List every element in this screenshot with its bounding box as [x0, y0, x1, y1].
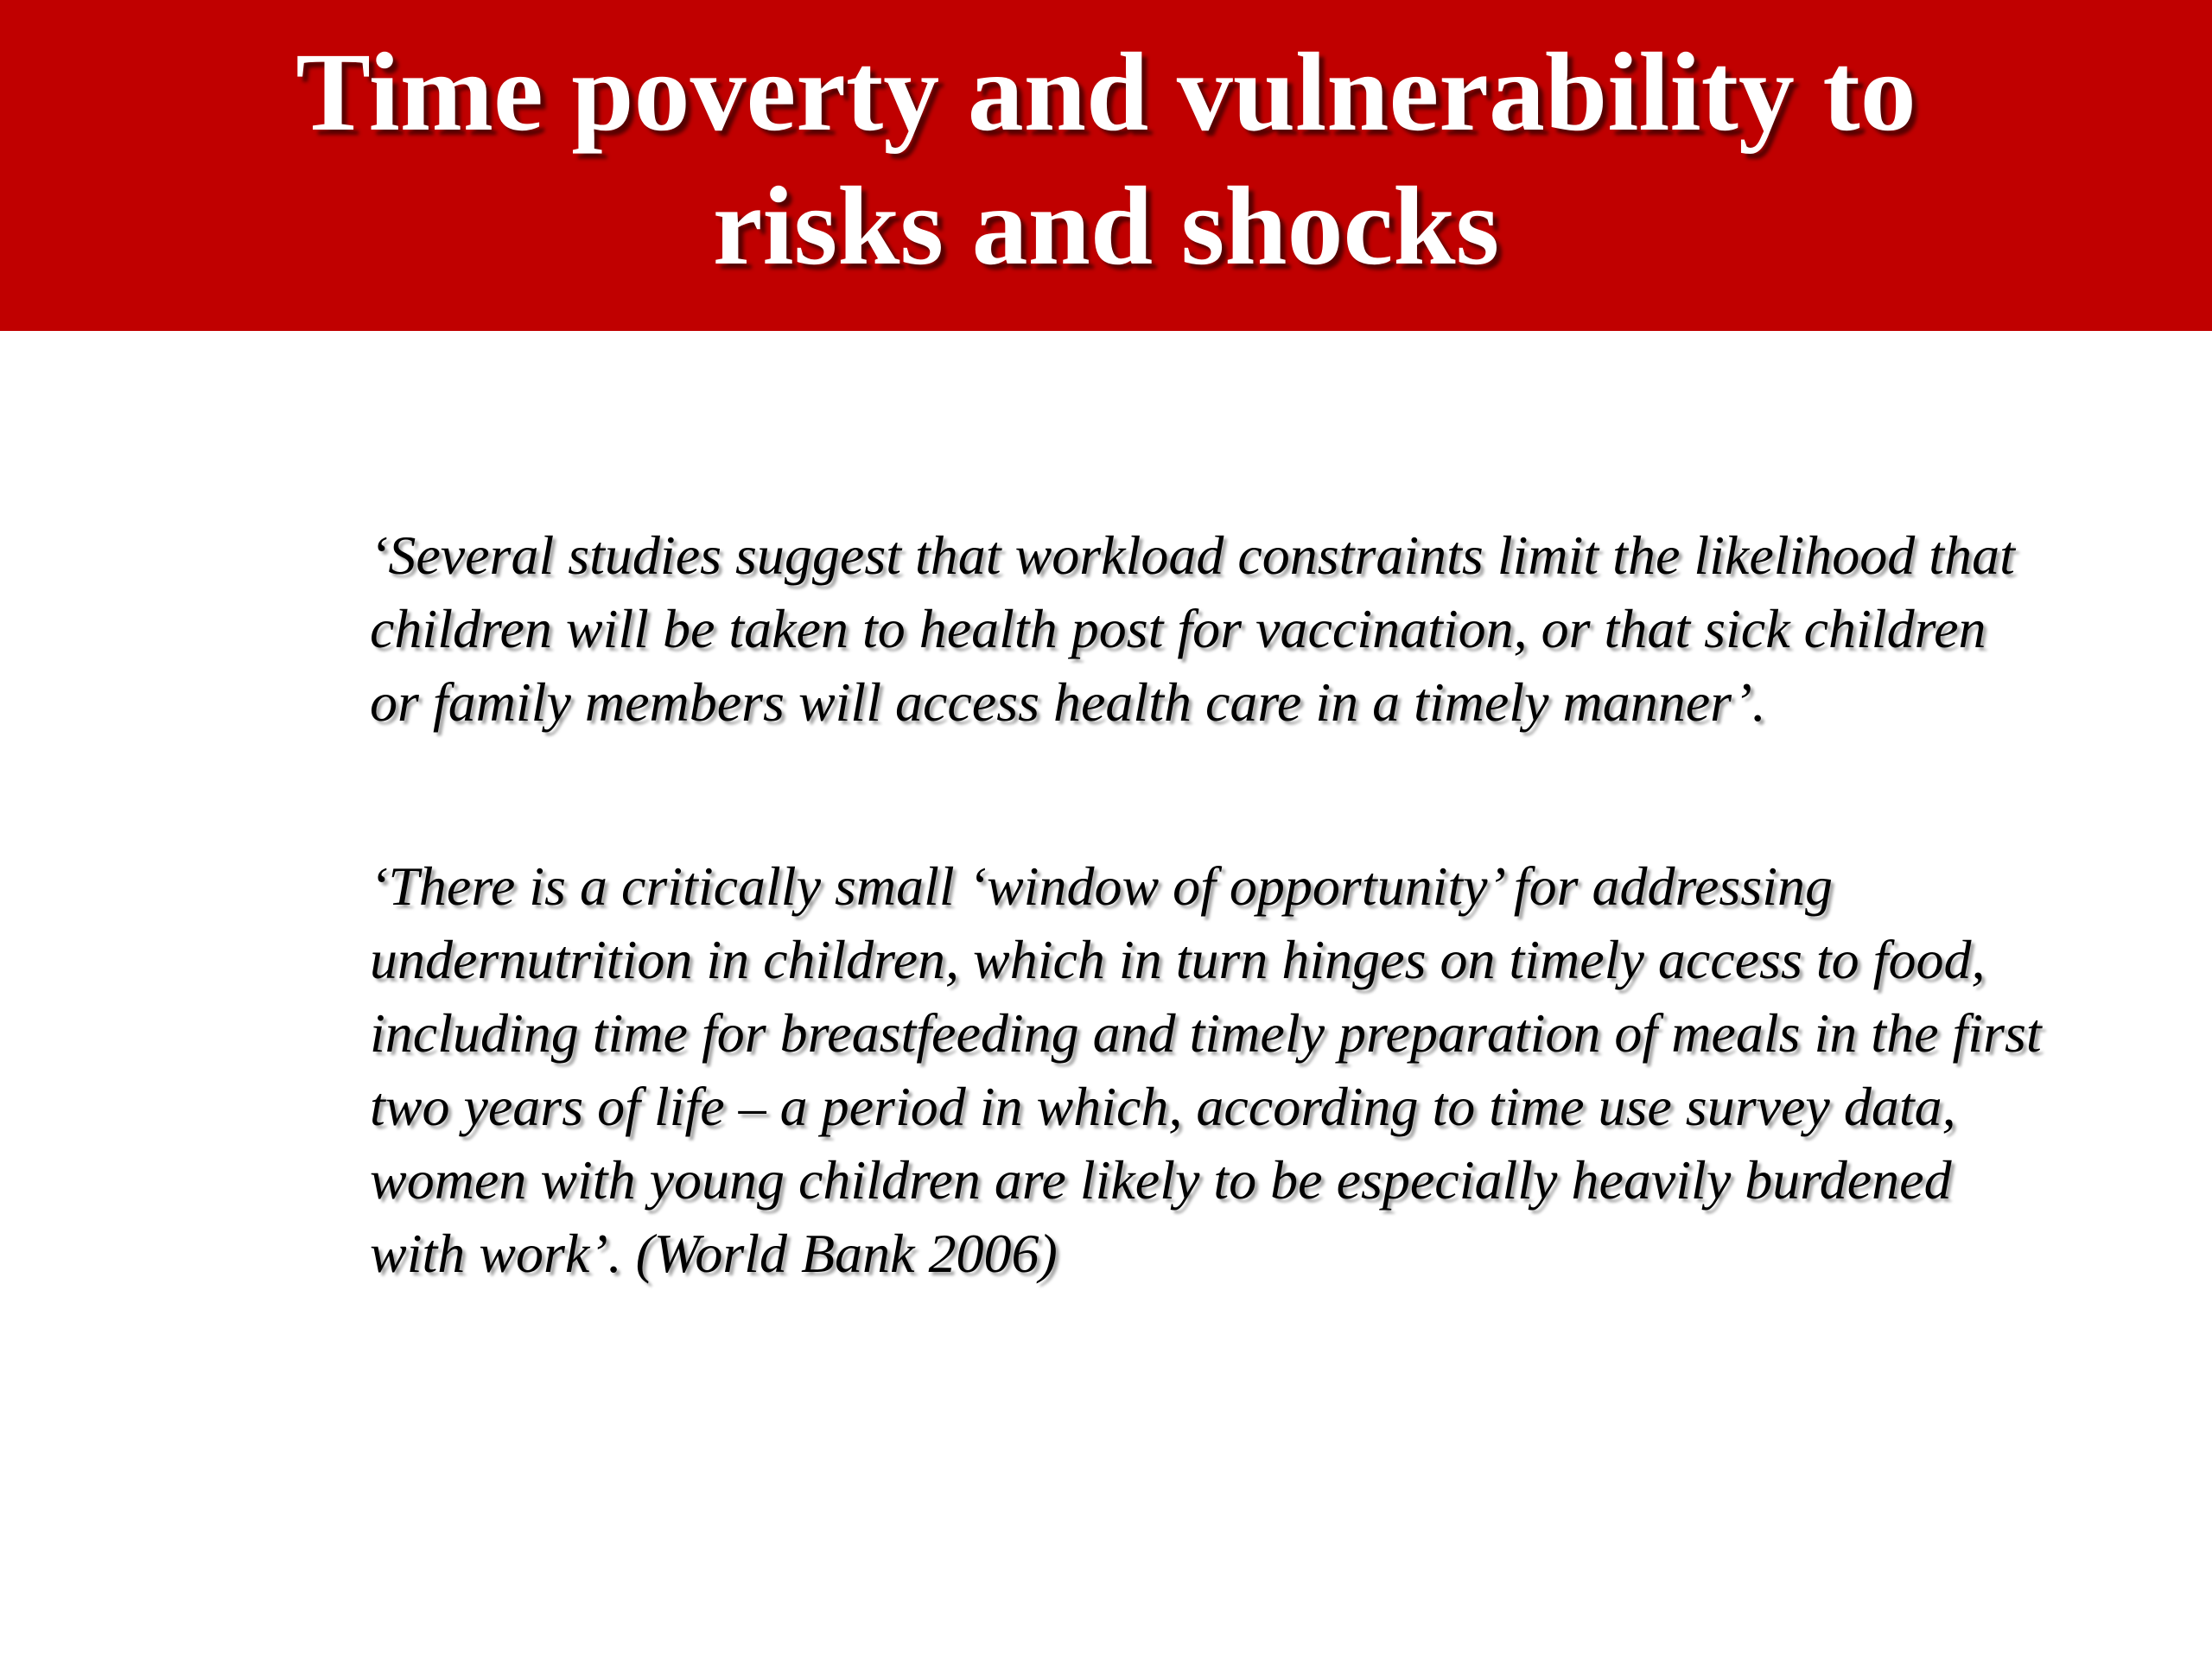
slide-title-line-1: Time poverty and vulnerability to	[296, 30, 1916, 155]
title-bar	[0, 0, 2212, 331]
quote-undernutrition: ‘There is a critically small ‘window of opportunity’ for addressing undernutrition in children, which in turn hinges on timely access to food, including time for breastfeeding and timely preparation of meals in the first two years of life – a period in which, according to time use survey data, women with young children are likely to be especially heavily burdened with work’. (World Bank 2006)	[370, 855, 2042, 1284]
slide-title-line-2: risks and shocks	[712, 164, 1500, 289]
slide-title	[0, 26, 2212, 294]
quote-block	[370, 518, 2042, 1290]
quote-vaccination: ‘Several studies suggest that workload constraints limit the likelihood that children will be taken to health post for vaccination, or that sick children or family members will access health care in a timely manner’.	[370, 524, 2015, 733]
